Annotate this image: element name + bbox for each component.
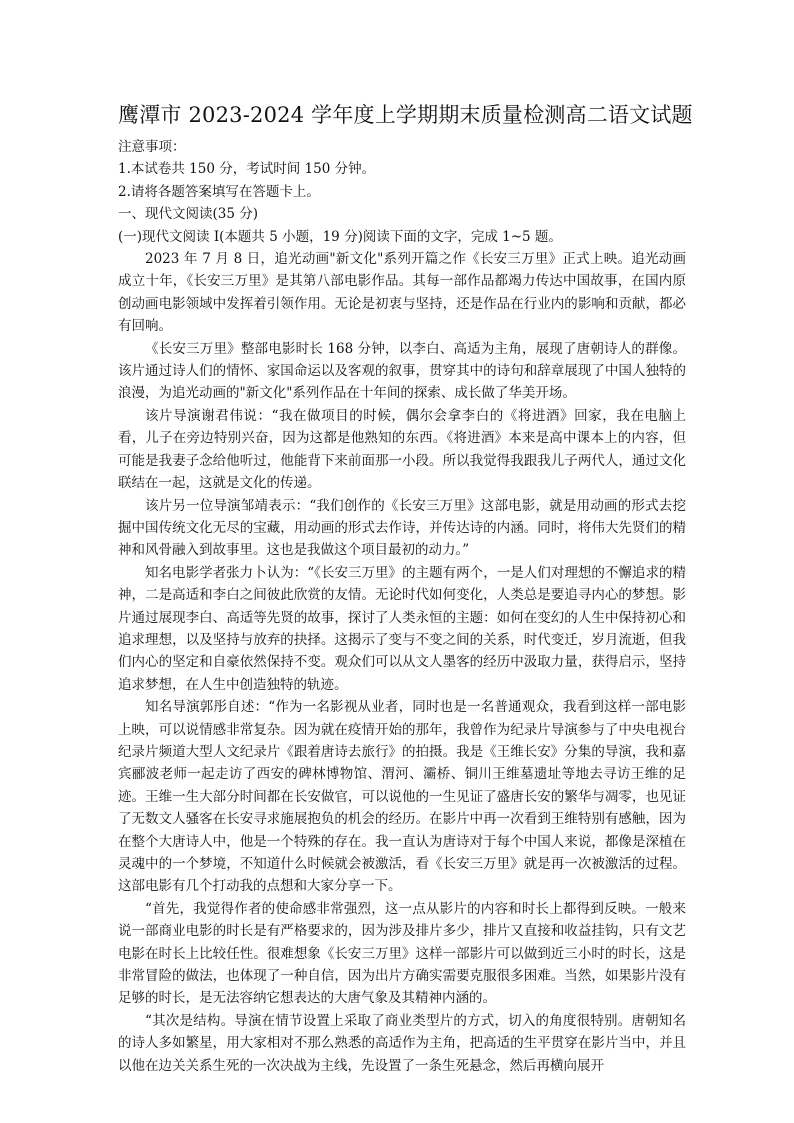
body-paragraph: “其次是结构。导演在情节设置上采取了商业类型片的方式，切入的角度很特别。唐朝知名的诗人多如繁星，用大家相对不那么熟悉的高适作为主角，把高适的生平贯穿在影片当中，并且以他在边关关系生死的一次决战为主线，先设置了一条生死悬念，然后再横向展开 xyxy=(118,1012,686,1074)
body-paragraph: 知名导演郭彤自述：“作为一名影视从业者，同时也是一名普通观众，我看到这样一部电影上映，可以说情感非常复杂。因为就在疫情开始的那年，我曾作为纪录片导演参与了中央电视台纪录片频道大型人文纪录片《跟着唐诗去旅行》的拍摄。我是《王维长安》分集的导演，我和嘉宾郦波老师一起走访了西安的碑林博物馆、渭河、灞桥、铜川王维墓遗址等地去寻访王维的足迹。王维一生大部分时间都在长安做官，可以说他的一生见证了盛唐长安的繁华与凋零，也见证了无数文人骚客在长安寻求施展抱负的机会的经历。在影片中再一次看到王维特别有感触，因为在整个大唐诗人中，他是一个特殊的存在。我一直认为唐诗对于每个中国人来说，都像是深植在灵魂中的一个梦境，不知道什么时候就会被激活，看《长安三万里》就是再一次被激活的过程。这部电影有几个打动我的点想和大家分享一下。 xyxy=(118,699,686,895)
body-paragraph: “首先，我觉得作者的使命感非常强烈，这一点从影片的内容和时长上都得到反映。一般来说一部商业电影的时长是有严格要求的，因为涉及排片多少，排片又直接和收益挂钩，只有文艺电影在时长上比较任性。很难想象《长安三万里》这样一部影片可以做到近三小时的时长，这是非常冒险的做法，也体现了一种自信，因为出片方确实需要克服很多困难。当然，如果影片没有足够的时长，是无法容纳它想表达的大唐气象及其精神内涵的。 xyxy=(118,900,686,1007)
note-item: 1.本试卷共 150 分，考试时间 150 分钟。 xyxy=(118,161,376,178)
body-paragraph: 2023 年 7 月 8 日，追光动画"新文化"系列开篇之作《长安三万里》正式上映。追光动画成立十年，《长安三万里》是其第八部电影作品。其每一部作品都竭力传达中国故事，在国内原创动画电影领域中发挥着引领作用。无论是初衷与坚持，还是作品在行业内的影响和贡献，都必有回响。 xyxy=(118,251,686,335)
note-item: 2.请将各题答案填写在答题卡上。 xyxy=(118,183,320,200)
section-heading: 一、现代文阅读(35 分) xyxy=(118,206,259,223)
body-paragraph: 该片另一位导演邹靖表示：“我们创作的《长安三万里》这部电影，就是用动画的形式去挖掘中国传统文化无尽的宝藏，用动画的形式去作诗，并传达诗的内涵。同时，将伟大先贤们的精神和风骨融入到故事里。这也是我做这个项目最初的动力。” xyxy=(118,497,686,559)
exam-title: 鹰潭市 2023-2024 学年度上学期期末质量检测高二语文试题 xyxy=(118,103,693,127)
notes-heading: 注意事项： xyxy=(118,139,186,155)
body-paragraph: 该片导演谢君伟说：“我在做项目的时候，偶尔会拿李白的《将进酒》回家，我在电脑上看，儿子在旁边特别兴奋，因为这都是他熟知的东西。《将进酒》本来是高中课本上的内容，但可能是我妻子念给他听过，他能背下来前面那一小段。所以我觉得我跟我儿子两代人，通过文化联结在一起，这就是文化的传递。 xyxy=(118,407,686,492)
body-paragraph: 《长安三万里》整部电影时长 168 分钟，以李白、高适为主角，展现了唐朝诗人的群像。该片通过诗人们的情怀、家国命运以及客观的叙事，贯穿其中的诗句和辞章展现了中国人独特的浪漫，为追光动画的"新文化"系列作品在十年间的探索、成长做了华美开场。 xyxy=(118,340,686,402)
subsection-heading: (一)现代文阅读 I(本题共 5 小题，19 分)阅读下面的文字，完成 1~5 题。 xyxy=(118,228,562,245)
body-paragraph: 知名电影学者张力卜认为：“《长安三万里》的主题有两个，一是人们对理想的不懈追求的精神，二是高适和李白之间彼此欣赏的友情。无论时代如何变化，人类总是要追寻内心的梦想。影片通过展现李白、高适等先贤的故事，探讨了人类永恒的主题：如何在变幻的人生中保持初心和追求理想，以及坚持与放弃的抉择。这揭示了变与不变之间的关系，时代变迁，岁月流逝，但我们内心的坚定和自豪依然保持不变。观众们可以从文人墨客的经历中汲取力量，获得启示，坚持追求梦想，在人生中创造独特的轨迹。 xyxy=(118,564,686,693)
